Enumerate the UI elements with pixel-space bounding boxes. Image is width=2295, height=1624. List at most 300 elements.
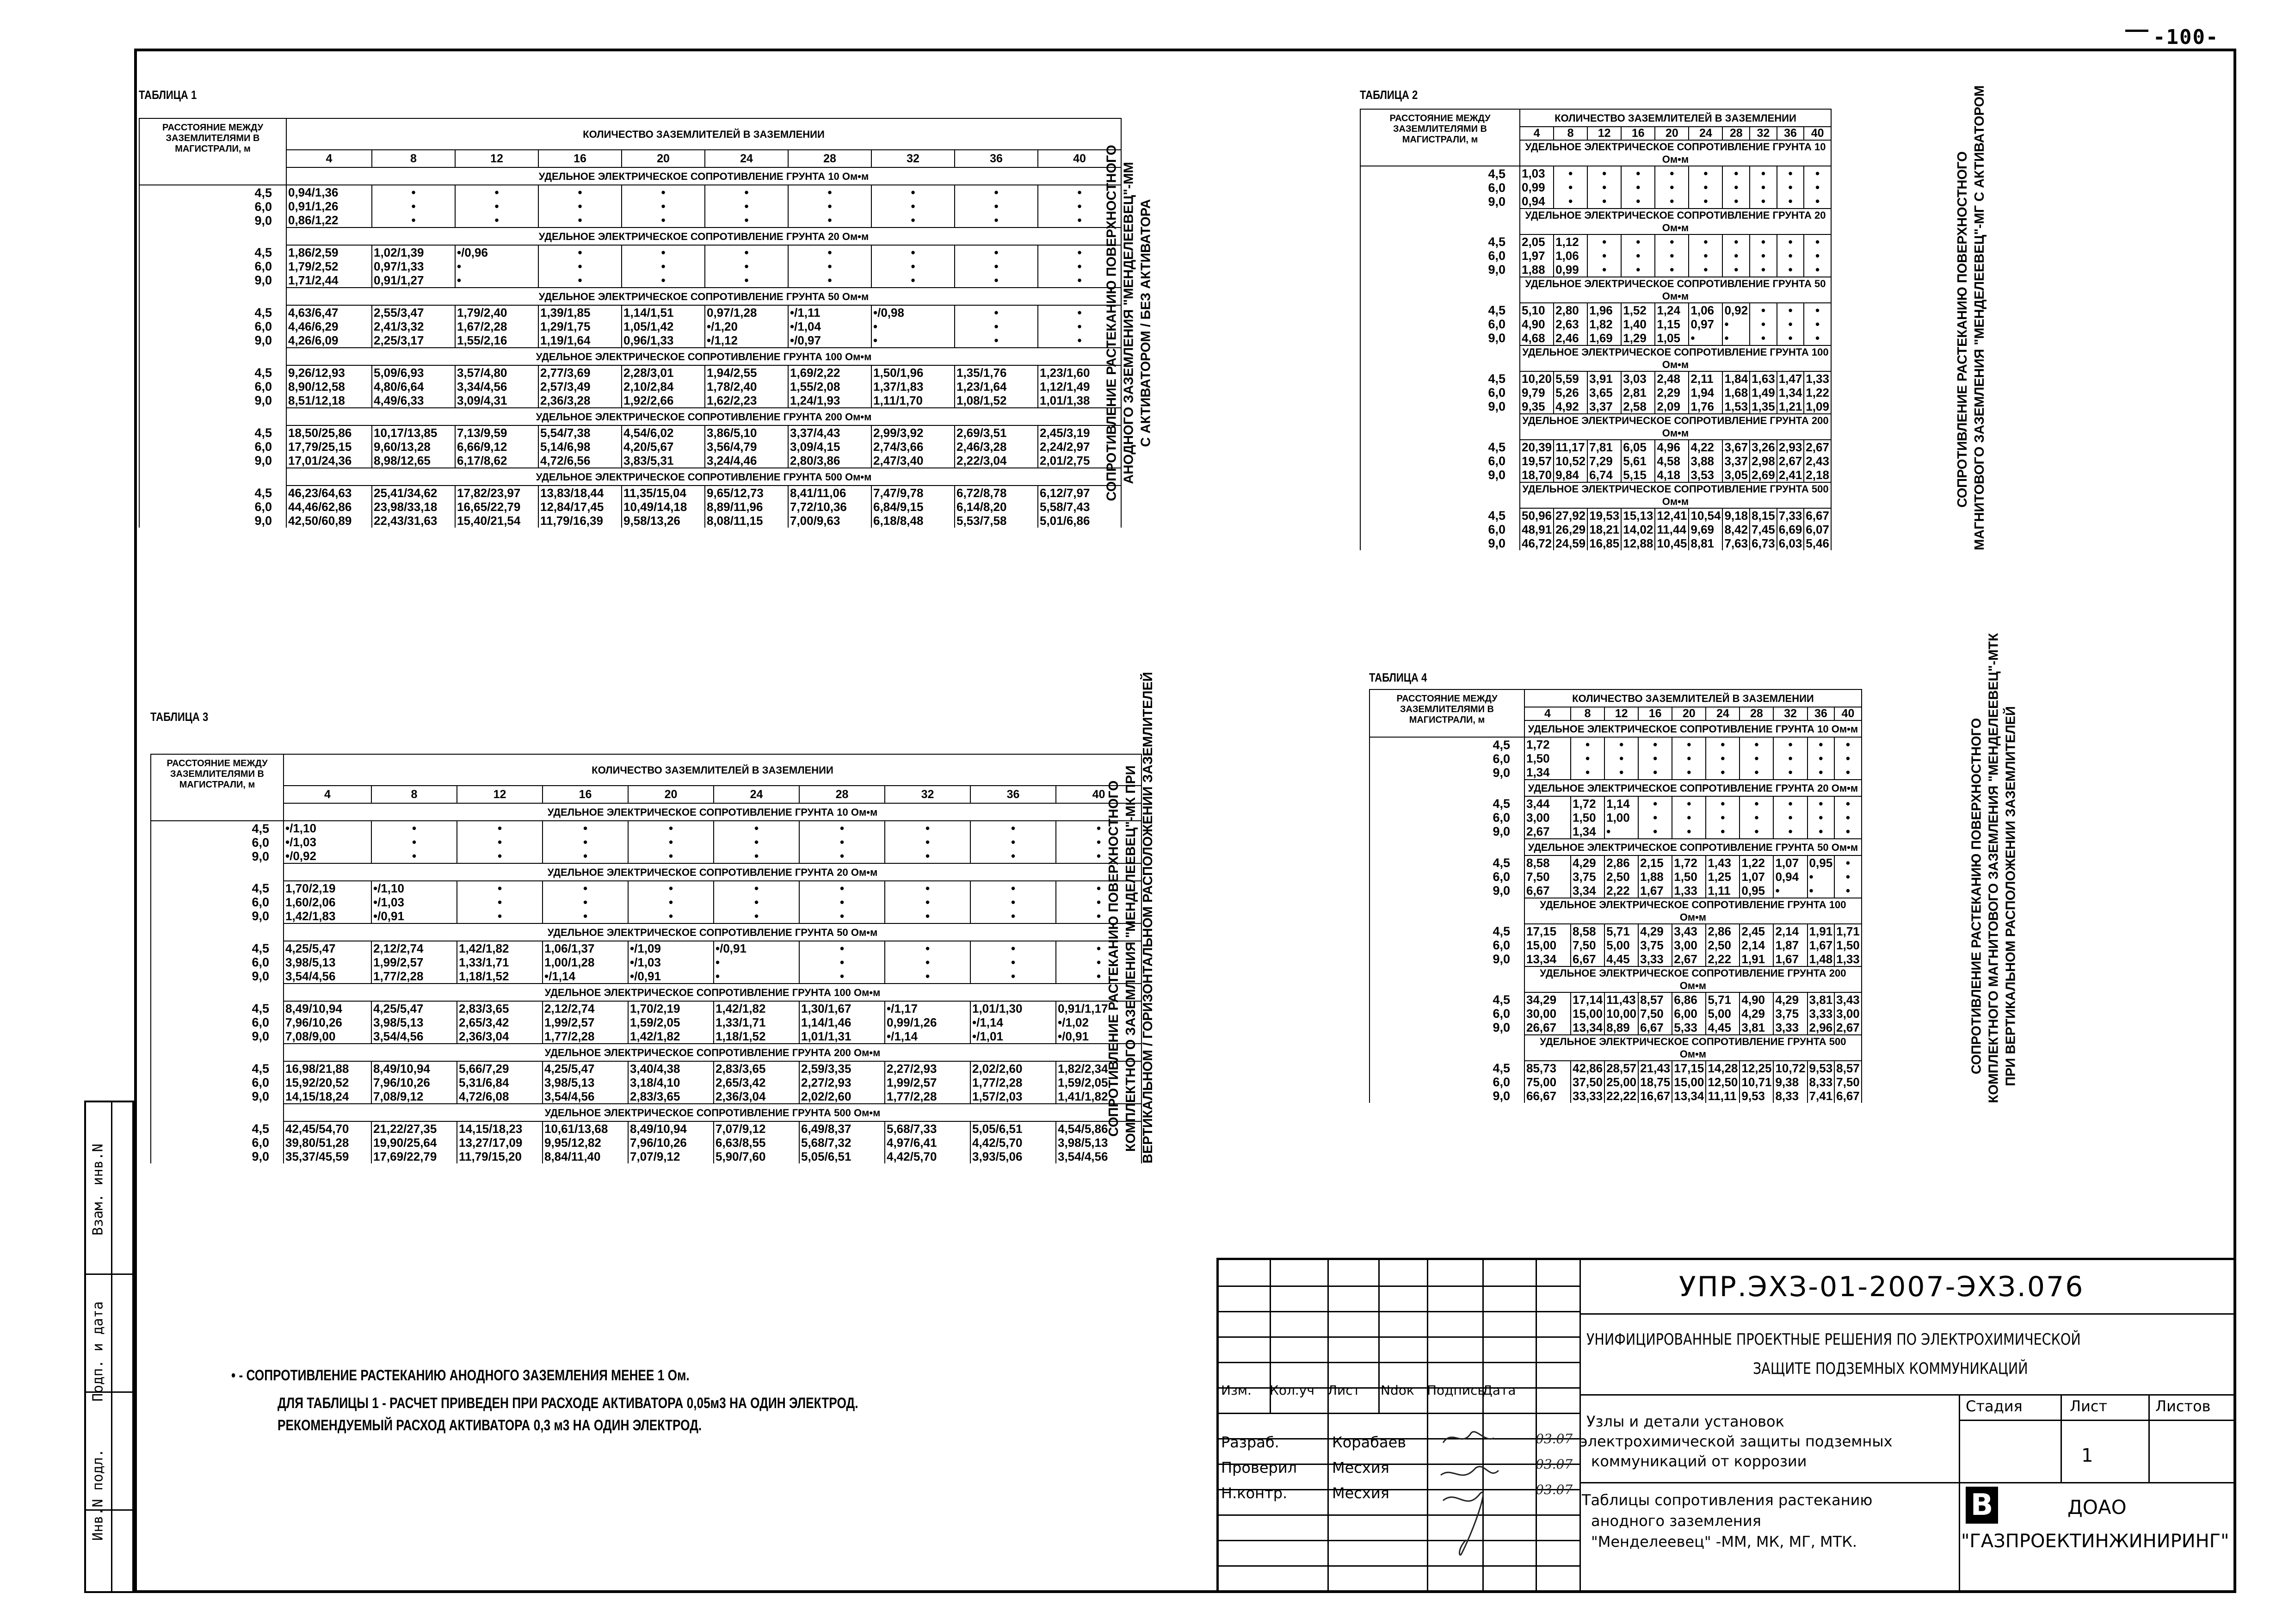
resistance-values: 1,70/2,19 1,60/2,06 1,42/1,83 <box>284 881 371 923</box>
resistance-values: 2,11 1,94 1,76 <box>1689 371 1722 414</box>
date-checker: 03.07 <box>1536 1457 1573 1472</box>
resistance-values: 2,05 1,97 1,88 <box>1520 234 1554 277</box>
distance-values: 4,5 6,0 9,0 <box>139 305 286 348</box>
resistance-values: 14,28 12,50 11,11 <box>1706 1061 1740 1103</box>
resistivity-header: УДЕЛЬНОЕ ЭЛЕКТРИЧЕСКОЕ СОПРОТИВЛЕНИЕ ГРУНТА 50 Ом•м <box>1520 277 1831 303</box>
signature-date-label: Подп. и дата <box>90 1301 106 1402</box>
count-column-header: 28 <box>1722 127 1750 140</box>
resistance-values: 1,42/1,82 1,33/1,71 1,18/1,52 <box>714 1001 799 1044</box>
resistivity-header: УДЕЛЬНОЕ ЭЛЕКТРИЧЕСКОЕ СОПРОТИВЛЕНИЕ ГРУНТА 100 Ом•м <box>286 348 1121 365</box>
count-column-header: 36 <box>955 150 1038 167</box>
resistance-values: • • • <box>1740 737 1773 780</box>
resistivity-header: УДЕЛЬНОЕ ЭЛЕКТРИЧЕСКОЕ СОПРОТИВЛЕНИЕ ГРУНТА 20 Ом•м <box>1524 780 1862 796</box>
resistance-values: 25,41/34,62 23,98/33,18 22,43/31,63 <box>372 486 455 528</box>
count-column-header: 20 <box>1672 707 1706 720</box>
resistance-values: • • • <box>628 881 714 923</box>
resistance-values: 5,10 4,90 4,68 <box>1520 303 1554 345</box>
resistance-values: 5,05/6,51 4,42/5,70 3,93/5,06 <box>970 1121 1056 1163</box>
resistance-values: • • • <box>955 245 1038 288</box>
resistance-values: 11,43 10,00 8,89 <box>1604 992 1638 1035</box>
resistance-values: • • • <box>1038 305 1121 348</box>
resistance-values: 17,15 15,00 13,34 <box>1672 1061 1706 1103</box>
resistance-values: •/0,91 • • <box>714 941 799 984</box>
resistance-values: 10,17/13,85 9,60/13,28 8,98/12,65 <box>372 425 455 468</box>
count-column-header: 12 <box>457 786 543 803</box>
resistance-values: • • • <box>1554 166 1587 209</box>
inv-number-label: Инв.N подл. <box>90 1449 106 1541</box>
count-column-header: 12 <box>455 150 538 167</box>
resistance-values: 1,02/1,39 0,97/1,33 0,91/1,27 <box>372 245 455 288</box>
resistance-values: • • • <box>1056 941 1141 984</box>
resistance-values: • • • <box>871 185 955 228</box>
company-line-1: ДОАО <box>2067 1496 2127 1519</box>
resistance-values: • • • <box>788 185 871 228</box>
resistivity-header: УДЕЛЬНОЕ ЭЛЕКТРИЧЕСКОЕ СОПРОТИВЛЕНИЕ ГРУНТА 50 Ом•м <box>284 923 1141 941</box>
resistance-values: • • • <box>372 185 455 228</box>
resistance-values: • • • <box>628 821 714 863</box>
count-column-header: 28 <box>799 786 885 803</box>
col-header-sheet: Лист <box>1327 1383 1360 1398</box>
resistivity-header: УДЕЛЬНОЕ ЭЛЕКТРИЧЕСКОЕ СОПРОТИВЛЕНИЕ ГРУНТА 20 Ом•м <box>286 228 1121 245</box>
resistance-values: 3,57/4,80 3,34/4,56 3,09/4,31 <box>455 365 538 408</box>
resistivity-header: УДЕЛЬНОЕ ЭЛЕКТРИЧЕСКОЕ СОПРОТИВЛЕНИЕ ГРУНТА 500 Ом•м <box>1524 1035 1862 1061</box>
note-line-1: • - СОПРОТИВЛЕНИЕ РАСТЕКАНИЮ АНОДНОГО ЗАЗЕМЛЕНИЯ МЕНЕЕ 1 Ом. <box>231 1367 690 1384</box>
note-line-3: РЕКОМЕНДУЕМЫЙ РАСХОД АКТИВАТОРА 0,3 м3 НА ОДИН ЭЛЕКТРОД. <box>278 1417 702 1433</box>
resistance-values: 21,22/27,35 19,90/25,64 17,69/22,79 <box>371 1121 457 1163</box>
distance-values: 4,5 6,0 9,0 <box>139 245 286 288</box>
table-side-caption: СОПРОТИВЛЕНИЕ РАСТЕКАНИЮ ПОВЕРХНОСТНОГО КОМПЛЕКТНОГО МАГНИТОВОГО ЗАЗЕМЛЕНИЯ "МЕНДЕЛЕЕВЕЦ"-МТК ПРИ ВЕРТИКАЛЬНОМ РАСПОЛОЖЕНИИ ЗАЗЕМЛИТЕЛЕЙ <box>1969 633 2018 1103</box>
date-developer: 03.07 <box>1536 1431 1573 1446</box>
resistance-values: • • • <box>1750 166 1777 209</box>
resistance-values: • • • <box>1056 821 1141 863</box>
date-normcontrol: 03.07 <box>1536 1482 1573 1497</box>
count-column-header: 8 <box>1571 707 1604 720</box>
resistance-values: 42,45/54,70 39,80/51,28 35,37/45,59 <box>284 1121 371 1163</box>
section-title-line-2: электрохимической защиты подземных <box>1579 1433 1893 1450</box>
replacement-inv-label: Взам. инв.N <box>90 1144 106 1236</box>
count-column-header: 28 <box>1740 707 1773 720</box>
resistance-values: 2,02/2,60 1,77/2,28 1,57/2,03 <box>970 1061 1056 1104</box>
resistivity-header: УДЕЛЬНОЕ ЭЛЕКТРИЧЕСКОЕ СОПРОТИВЛЕНИЕ ГРУНТА 200 Ом•м <box>1524 966 1862 992</box>
resistivity-header: УДЕЛЬНОЕ ЭЛЕКТРИЧЕСКОЕ СОПРОТИВЛЕНИЕ ГРУНТА 200 Ом•м <box>284 1044 1141 1061</box>
count-header: КОЛИЧЕСТВО ЗАЗЕМЛИТЕЛЕЙ В ЗАЗЕМЛЕНИИ <box>286 118 1121 150</box>
resistance-values: • • • <box>1038 185 1121 228</box>
resistance-values: • • • <box>1804 234 1831 277</box>
distance-values: 4,5 6,0 9,0 <box>139 425 286 468</box>
resistance-values: 3,44 3,00 2,67 <box>1524 796 1571 839</box>
resistance-values: 4,22 3,88 3,53 <box>1689 440 1722 482</box>
resistance-values: 6,86 6,00 5,33 <box>1672 992 1706 1035</box>
resistance-values: 8,57 7,50 6,67 <box>1834 1061 1862 1103</box>
note-line-2: ДЛЯ ТАБЛИЦЫ 1 - РАСЧЕТ ПРИВЕДЕН ПРИ РАСХОДЕ АКТИВАТОРА 0,05м3 НА ОДИН ЭЛЕКТРОД. <box>278 1395 858 1411</box>
resistance-values: • • • <box>1587 166 1621 209</box>
resistance-values: • • • <box>622 185 705 228</box>
distance-header: РАССТОЯНИЕ МЕЖДУ ЗАЗЕМЛИТЕЛЯМИ В МАГИСТРАЛИ, м <box>151 754 284 821</box>
count-column-header: 32 <box>1773 707 1807 720</box>
resistivity-header: УДЕЛЬНОЕ ЭЛЕКТРИЧЕСКОЕ СОПРОТИВЛЕНИЕ ГРУНТА 500 Ом•м <box>286 468 1121 486</box>
resistance-values: • • • <box>1604 737 1638 780</box>
resistance-values: • • • <box>1804 166 1831 209</box>
resistance-values: 5,59 5,26 4,92 <box>1554 371 1587 414</box>
resistance-values: 3,43 3,00 2,67 <box>1834 992 1862 1035</box>
distance-values: 4,5 6,0 9,0 <box>139 185 286 228</box>
spacer-cell <box>1360 345 1520 371</box>
resistance-values: • • • <box>1672 737 1706 780</box>
resistance-values: 3,03 2,81 2,58 <box>1621 371 1655 414</box>
resistance-values: • • • <box>1777 303 1804 345</box>
resistance-values: 6,72/8,78 6,14/8,20 5,53/7,58 <box>955 486 1038 528</box>
resistance-values: • • • <box>970 941 1056 984</box>
count-column-header: 24 <box>714 786 799 803</box>
resistance-values: 13,83/18,44 12,84/17,45 11,79/16,39 <box>538 486 622 528</box>
col-header-date: Дата <box>1482 1383 1516 1398</box>
table-title: ТАБЛИЦА 3 <box>150 710 209 724</box>
spacer-cell <box>1370 1035 1524 1061</box>
col-header-change: Изм. <box>1221 1383 1252 1398</box>
spacer-cell <box>1370 780 1524 796</box>
count-column-header: 4 <box>1520 127 1554 140</box>
count-column-header: 28 <box>788 150 871 167</box>
resistance-values: • • • <box>538 185 622 228</box>
resistance-values: 4,96 4,58 4,18 <box>1655 440 1689 482</box>
resistance-values: • • • <box>1808 796 1835 839</box>
count-column-header: 12 <box>1604 707 1638 720</box>
spacer-cell <box>139 288 286 305</box>
count-column-header: 24 <box>1689 127 1722 140</box>
resistance-values: 2,83/3,65 2,65/3,42 2,36/3,04 <box>457 1001 543 1044</box>
resistance-values: 4,29 3,75 3,33 <box>1638 924 1672 966</box>
table-title: ТАБЛИЦА 1 <box>139 88 197 102</box>
resistivity-header: УДЕЛЬНОЕ ЭЛЕКТРИЧЕСКОЕ СОПРОТИВЛЕНИЕ ГРУНТА 200 Ом•м <box>1520 414 1831 440</box>
resistance-values: • • • <box>714 821 799 863</box>
table-title: ТАБЛИЦА 2 <box>1360 88 1418 102</box>
resistance-values: 2,67 2,43 2,18 <box>1804 440 1831 482</box>
spacer-cell <box>151 863 284 881</box>
resistance-values: • • • <box>457 881 543 923</box>
resistivity-header: УДЕЛЬНОЕ ЭЛЕКТРИЧЕСКОЕ СОПРОТИВЛЕНИЕ ГРУНТА 10 Ом•м <box>284 803 1141 821</box>
resistance-values: 1,33 1,22 1,09 <box>1804 371 1831 414</box>
count-column-header: 8 <box>372 150 455 167</box>
count-column-header: 20 <box>628 786 714 803</box>
resistance-table <box>150 754 1142 1163</box>
resistance-values: 2,48 2,29 2,09 <box>1655 371 1689 414</box>
resistance-values: 46,23/64,63 44,46/62,86 42,50/60,89 <box>286 486 372 528</box>
resistance-values: 6,49/8,37 5,68/7,32 5,05/6,51 <box>799 1121 885 1163</box>
resistance-values: • • • <box>885 941 970 984</box>
resistance-values: •/1,11 •/1,04 •/0,97 <box>788 305 871 348</box>
resistance-values: 7,33 6,69 6,03 <box>1777 508 1804 550</box>
page-number-dash <box>2125 30 2148 32</box>
role-checker: Проверил <box>1221 1459 1297 1476</box>
table-side-caption: СОПРОТИВЛЕНИЕ РАСТЕКАНИЮ ПОВЕРХНОСТНОГО КОМПЛЕКТНОГО ЗАЗЕМЛЕНИЯ "МЕНДЕЛЕЕВЕЦ"-МК ПРИ ВЕРТИКАЛЬНОМ / ГОРИЗОНТАЛЬНОМ РАСПОЛОЖЕНИИ ЗАЗЕМЛИТЕЛЕЙ <box>1106 672 1155 1163</box>
resistance-values: • • • <box>1706 796 1740 839</box>
resistance-values: • • • <box>955 305 1038 348</box>
resistance-values: • • • <box>543 881 628 923</box>
resistance-values: 4,25/5,47 3,98/5,13 3,54/4,56 <box>284 941 371 984</box>
resistance-values: 1,03 0,99 0,94 <box>1520 166 1554 209</box>
resistance-values: 8,49/10,94 7,96/10,26 7,07/9,12 <box>628 1121 714 1163</box>
spacer-cell <box>139 468 286 486</box>
resistance-values: 19,53 18,21 16,85 <box>1587 508 1621 550</box>
name-checker: Месхия <box>1332 1459 1389 1476</box>
resistance-values: 2,86 2,50 2,22 <box>1604 855 1638 898</box>
resistivity-header: УДЕЛЬНОЕ ЭЛЕКТРИЧЕСКОЕ СОПРОТИВЛЕНИЕ ГРУНТА 100 Ом•м <box>1520 345 1831 371</box>
resistance-values: 1,63 1,49 1,35 <box>1750 371 1777 414</box>
resistance-values: • • • <box>1773 796 1807 839</box>
count-column-header: 40 <box>1038 150 1121 167</box>
resistance-values: • • • <box>1672 796 1706 839</box>
resistance-values: 1,96 1,82 1,69 <box>1587 303 1621 345</box>
resistance-values: 1,72 1,50 1,34 <box>1571 796 1604 839</box>
count-column-header: 16 <box>538 150 622 167</box>
spacer-cell <box>139 228 286 245</box>
resistance-values: • • • <box>1808 737 1835 780</box>
count-header: КОЛИЧЕСТВО ЗАЗЕМЛИТЕЛЕЙ В ЗАЗЕМЛЕНИИ <box>1520 109 1831 127</box>
resistance-values: • • • <box>1834 796 1862 839</box>
resistance-values: • • • <box>788 245 871 288</box>
resistance-values: 1,84 1,68 1,53 <box>1722 371 1750 414</box>
sheet-label: Лист <box>2070 1397 2108 1415</box>
spacer-cell <box>1370 898 1524 924</box>
resistance-values: • • • <box>1750 303 1777 345</box>
count-column-header: 4 <box>1524 707 1571 720</box>
resistance-values: 7,07/9,12 6,63/8,55 5,90/7,60 <box>714 1121 799 1163</box>
distance-values: 4,5 6,0 9,0 <box>1360 166 1520 209</box>
resistance-values: 4,25/5,47 3,98/5,13 3,54/4,56 <box>371 1001 457 1044</box>
resistance-values: • • • <box>1571 737 1604 780</box>
resistivity-header: УДЕЛЬНОЕ ЭЛЕКТРИЧЕСКОЕ СОПРОТИВЛЕНИЕ ГРУНТА 100 Ом•м <box>284 984 1141 1001</box>
name-normcontrol: Месхия <box>1332 1484 1389 1502</box>
resistance-values: 9,65/12,73 8,89/11,96 8,08/11,15 <box>705 486 788 528</box>
resistance-values: 7,81 7,29 6,74 <box>1587 440 1621 482</box>
resistance-values: • • • <box>1587 234 1621 277</box>
resistance-values: • • • <box>1740 796 1773 839</box>
resistivity-header: УДЕЛЬНОЕ ЭЛЕКТРИЧЕСКОЕ СОПРОТИВЛЕНИЕ ГРУНТА 20 Ом•м <box>284 863 1141 881</box>
spacer-cell <box>151 1044 284 1061</box>
count-column-header: 16 <box>543 786 628 803</box>
spacer-cell <box>1370 839 1524 855</box>
project-title-line-2: ЗАЩИТЕ ПОДЗЕМНЫХ КОММУНИКАЦИЙ <box>1753 1359 2028 1378</box>
resistance-values: 3,86/5,10 3,56/4,79 3,24/4,46 <box>705 425 788 468</box>
resistance-values: 42,86 37,50 33,33 <box>1571 1061 1604 1103</box>
resistance-values: 5,09/6,93 4,80/6,64 4,49/6,33 <box>372 365 455 408</box>
resistance-values: 5,71 5,00 4,45 <box>1706 992 1740 1035</box>
resistance-values: 1,82/2,34 1,59/2,05 1,41/1,82 <box>1056 1061 1141 1104</box>
count-column-header: 32 <box>871 150 955 167</box>
resistance-values: • • • <box>1834 855 1862 898</box>
resistance-values: • • • <box>970 881 1056 923</box>
resistance-values: 5,54/7,38 5,14/6,98 4,72/6,56 <box>538 425 622 468</box>
resistance-values: • • • <box>538 245 622 288</box>
resistance-values: 1,35/1,76 1,23/1,64 1,08/1,52 <box>955 365 1038 408</box>
section-title-line-1: Узлы и детали установок <box>1586 1413 1784 1430</box>
spacer-cell <box>139 348 286 365</box>
count-column-header: 24 <box>705 150 788 167</box>
distance-values: 4,5 6,0 9,0 <box>1370 1061 1524 1103</box>
resistance-values: 1,94/2,55 1,78/2,40 1,62/2,23 <box>705 365 788 408</box>
resistance-values: 7,47/9,78 6,84/9,15 6,18/8,48 <box>871 486 955 528</box>
resistivity-header: УДЕЛЬНОЕ ЭЛЕКТРИЧЕСКОЕ СОПРОТИВЛЕНИЕ ГРУНТА 500 Ом•м <box>1520 482 1831 508</box>
count-column-header: 8 <box>1554 127 1587 140</box>
resistance-values: • • • <box>1777 234 1804 277</box>
distance-values: 4,5 6,0 9,0 <box>1370 737 1524 780</box>
distance-values: 4,5 6,0 9,0 <box>139 486 286 528</box>
role-normcontrol: Н.контр. <box>1221 1484 1288 1502</box>
spacer-cell <box>139 408 286 425</box>
resistance-values: 2,59/3,35 2,27/2,93 2,02/2,60 <box>799 1061 885 1104</box>
resistivity-header: УДЕЛЬНОЕ ЭЛЕКТРИЧЕСКОЕ СОПРОТИВЛЕНИЕ ГРУНТА 500 Ом•м <box>284 1104 1141 1121</box>
resistance-values: 2,12/2,74 1,99/2,57 1,77/2,28 <box>371 941 457 984</box>
resistance-values: 1,06 0,97 • <box>1689 303 1722 345</box>
resistance-values: 2,93 2,67 2,41 <box>1777 440 1804 482</box>
distance-values: 4,5 6,0 9,0 <box>1360 371 1520 414</box>
resistance-values: 1,42/1,82 1,33/1,71 1,18/1,52 <box>457 941 543 984</box>
resistance-table <box>139 118 1122 528</box>
resistance-values: 21,43 18,75 16,67 <box>1638 1061 1672 1103</box>
resistance-values: •/0,98 • • <box>871 305 955 348</box>
resistance-values: 12,25 10,71 9,53 <box>1740 1061 1773 1103</box>
resistance-values: 0,91/1,17 •/1,02 •/0,91 <box>1056 1001 1141 1044</box>
resistance-values: 10,72 9,38 8,33 <box>1773 1061 1807 1103</box>
resistance-values: 85,73 75,00 66,67 <box>1524 1061 1571 1103</box>
resistivity-header: УДЕЛЬНОЕ ЭЛЕКТРИЧЕСКОЕ СОПРОТИВЛЕНИЕ ГРУНТА 10 Ом•м <box>1524 720 1862 737</box>
resistance-values: • • • <box>455 185 538 228</box>
company-line-2: "ГАЗПРОЕКТИНЖИНИРИНГ" <box>1961 1531 2229 1552</box>
distance-values: 4,5 6,0 9,0 <box>1360 508 1520 550</box>
resistance-values: 8,41/11,06 7,72/10,36 7,00/9,63 <box>788 486 871 528</box>
resistance-values: 28,57 25,00 22,22 <box>1604 1061 1638 1103</box>
col-header-docnum: Ndoк <box>1381 1383 1414 1398</box>
resistance-values: 1,72 1,50 1,33 <box>1672 855 1706 898</box>
resistance-values: 2,99/3,92 2,74/3,66 2,47/3,40 <box>871 425 955 468</box>
resistance-values: 11,17 10,52 9,84 <box>1554 440 1587 482</box>
distance-values: 4,5 6,0 9,0 <box>151 941 284 984</box>
distance-values: 4,5 6,0 9,0 <box>151 1121 284 1163</box>
sheet-title-line-1: Таблицы сопротивления растеканию <box>1582 1491 1873 1509</box>
resistance-values: 2,27/2,93 1,99/2,57 1,77/2,28 <box>885 1061 970 1104</box>
resistance-values: • • • <box>705 185 788 228</box>
resistance-values: 5,68/7,33 4,97/6,41 4,42/5,70 <box>885 1121 970 1163</box>
resistance-values: • • • <box>1722 234 1750 277</box>
resistance-values: 1,39/1,85 1,29/1,75 1,19/1,64 <box>538 305 622 348</box>
resistance-values: • • • <box>1777 166 1804 209</box>
resistance-values: • • • <box>1750 234 1777 277</box>
resistance-values: •/1,10 •/1,03 •/0,92 <box>284 821 371 863</box>
count-column-header: 40 <box>1834 707 1862 720</box>
count-header: КОЛИЧЕСТВО ЗАЗЕМЛИТЕЛЕЙ В ЗАЗЕМЛЕНИИ <box>284 754 1141 786</box>
resistance-values: 34,29 30,00 26,67 <box>1524 992 1571 1035</box>
resistance-values: • • • <box>1689 234 1722 277</box>
resistance-values: 11,35/15,04 10,49/14,18 9,58/13,26 <box>622 486 705 528</box>
resistance-values: 4,29 3,75 3,33 <box>1773 992 1807 1035</box>
resistance-values: • • • <box>799 821 885 863</box>
sheet-title-line-3: "Менделеевец" -ММ, МК, МГ, МТК. <box>1591 1533 1857 1550</box>
resistance-values: • • • <box>799 881 885 923</box>
resistance-values: 2,83/3,65 2,65/3,42 2,36/3,04 <box>714 1061 799 1104</box>
resistance-values: • • • <box>622 245 705 288</box>
resistance-values: • • • <box>955 185 1038 228</box>
distance-values: 4,5 6,0 9,0 <box>151 1001 284 1044</box>
count-column-header: 4 <box>286 150 372 167</box>
resistance-table <box>1369 689 1862 1103</box>
spacer-cell <box>151 923 284 941</box>
resistance-values: 17,15 15,00 13,34 <box>1524 924 1571 966</box>
spacer-cell <box>1370 966 1524 992</box>
resistance-values: 0,97/1,28 •/1,20 •/1,12 <box>705 305 788 348</box>
section-title-line-3: коммуникаций от коррозии <box>1591 1452 1807 1470</box>
resistance-values: 1,24 1,15 1,05 <box>1655 303 1689 345</box>
project-title-line-1: УНИФИЦИРОВАННЫЕ ПРОЕКТНЫЕ РЕШЕНИЯ ПО ЭЛЕКТРОХИМИЧЕСКОЙ <box>1586 1330 2081 1349</box>
resistance-values: 3,37/4,43 3,09/4,15 2,80/3,86 <box>788 425 871 468</box>
resistance-values: 14,15/18,23 13,27/17,09 11,79/15,20 <box>457 1121 543 1163</box>
count-column-header: 8 <box>371 786 457 803</box>
resistance-values: 8,57 7,50 6,67 <box>1638 992 1672 1035</box>
resistivity-header: УДЕЛЬНОЕ ЭЛЕКТРИЧЕСКОЕ СОПРОТИВЛЕНИЕ ГРУНТА 10 Ом•м <box>1520 140 1831 166</box>
signatures <box>1434 1424 1536 1563</box>
resistivity-header: УДЕЛЬНОЕ ЭЛЕКТРИЧЕСКОЕ СОПРОТИВЛЕНИЕ ГРУНТА 20 Ом•м <box>1520 209 1831 234</box>
resistance-values: 4,63/6,47 4,46/6,29 4,26/6,09 <box>286 305 372 348</box>
resistance-values: 20,39 19,57 18,70 <box>1520 440 1554 482</box>
name-developer: Корабаев <box>1332 1433 1407 1451</box>
count-column-header: 32 <box>1750 127 1777 140</box>
resistance-values: • • • <box>1706 737 1740 780</box>
resistance-values: 9,26/12,93 8,90/12,58 8,51/12,18 <box>286 365 372 408</box>
count-header: КОЛИЧЕСТВО ЗАЗЕМЛИТЕЛЕЙ В ЗАЗЕМЛЕНИИ <box>1524 689 1862 707</box>
distance-values: 4,5 6,0 9,0 <box>151 881 284 923</box>
sheets-label: Листов <box>2155 1397 2211 1415</box>
count-column-header: 4 <box>284 786 371 803</box>
sheet-number: 1 <box>2081 1445 2093 1466</box>
table-side-caption: СОПРОТИВЛЕНИЕ РАСТЕКАНИЮ ПОВЕРХНОСТНОГО МАГНИТОВОГО ЗАЗЕМЛЕНИЯ "МЕНДЕЛЕЕВЕЦ"-МГ С АКТИВАТОРОМ <box>1955 85 1987 550</box>
resistance-values: • • • <box>1621 234 1655 277</box>
resistance-values: 1,71 1,50 1,33 <box>1834 924 1862 966</box>
resistance-values: 16,98/21,88 15,92/20,52 14,15/18,24 <box>284 1061 371 1104</box>
col-header-signature: Подпись <box>1427 1383 1485 1398</box>
resistance-values: • • • <box>970 821 1056 863</box>
resistivity-header: УДЕЛЬНОЕ ЭЛЕКТРИЧЕСКОЕ СОПРОТИВЛЕНИЕ ГРУНТА 200 Ом•м <box>286 408 1121 425</box>
count-column-header: 36 <box>1777 127 1804 140</box>
resistance-values: 2,55/3,47 2,41/3,32 2,25/3,17 <box>372 305 455 348</box>
resistance-values: 1,79/2,40 1,67/2,28 1,55/2,16 <box>455 305 538 348</box>
resistance-values: • • • <box>885 881 970 923</box>
resistance-values: 9,53 8,33 7,41 <box>1808 1061 1835 1103</box>
resistance-values: • • • <box>885 821 970 863</box>
resistivity-header: УДЕЛЬНОЕ ЭЛЕКТРИЧЕСКОЕ СОПРОТИВЛЕНИЕ ГРУНТА 50 Ом•м <box>286 288 1121 305</box>
resistance-values: • • • <box>1655 234 1689 277</box>
resistance-values: 1,23/1,60 1,12/1,49 1,01/1,38 <box>1038 365 1121 408</box>
resistance-values: 17,82/23,97 16,65/22,79 15,40/21,54 <box>455 486 538 528</box>
resistance-values: 2,86 2,50 2,22 <box>1706 924 1740 966</box>
resistivity-header: УДЕЛЬНОЕ ЭЛЕКТРИЧЕСКОЕ СОПРОТИВЛЕНИЕ ГРУНТА 50 Ом•м <box>1524 839 1862 855</box>
resistance-values: 8,49/10,94 7,96/10,26 7,08/9,12 <box>371 1061 457 1104</box>
resistance-values: 4,54/5,86 3,98/5,13 3,54/4,56 <box>1056 1121 1141 1163</box>
count-column-header: 40 <box>1056 786 1141 803</box>
spacer-cell <box>151 984 284 1001</box>
resistance-values: 5,71 5,00 4,45 <box>1604 924 1638 966</box>
resistance-values: 1,70/2,19 1,59/2,05 1,42/1,82 <box>628 1001 714 1044</box>
resistance-values: 2,45/3,19 2,24/2,97 2,01/2,75 <box>1038 425 1121 468</box>
resistance-values: 1,22 1,07 0,95 <box>1740 855 1773 898</box>
resistance-values: 3,26 2,98 2,69 <box>1750 440 1777 482</box>
spacer-cell <box>151 1104 284 1121</box>
resistance-values: 2,28/3,01 2,10/2,84 1,92/2,66 <box>622 365 705 408</box>
resistance-values: • • • <box>1038 245 1121 288</box>
distance-values: 4,5 6,0 9,0 <box>139 365 286 408</box>
spacer-cell <box>1360 482 1520 508</box>
count-column-header: 36 <box>1808 707 1835 720</box>
distance-values: 4,5 6,0 9,0 <box>1370 796 1524 839</box>
resistance-values: • • • <box>799 941 885 984</box>
